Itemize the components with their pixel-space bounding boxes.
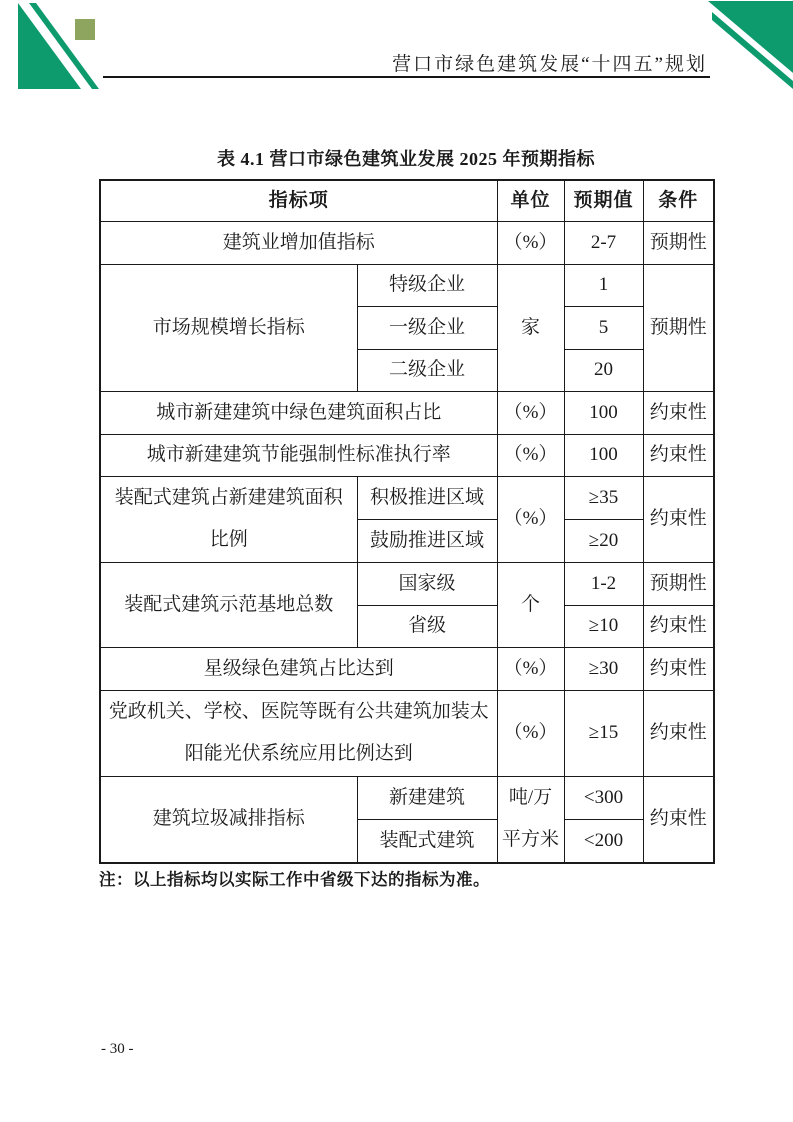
table-cell: 约束性 bbox=[643, 476, 714, 562]
header-rule bbox=[103, 76, 710, 78]
table-cell bbox=[497, 776, 564, 863]
table-cell: 特级企业 bbox=[357, 264, 497, 306]
table-cell: 积极推进区域 bbox=[357, 476, 497, 520]
column-header: 预期值 bbox=[564, 180, 643, 221]
table-cell: 约束性 bbox=[643, 647, 714, 690]
column-header: 单位 bbox=[497, 180, 564, 221]
table-cell: 1 bbox=[564, 264, 643, 306]
table-cell: ≥35 bbox=[564, 476, 643, 520]
table-cell: （%） bbox=[497, 221, 564, 264]
table-cell: ≥30 bbox=[564, 647, 643, 690]
table-cell: 20 bbox=[564, 349, 643, 391]
table-cell: ≥20 bbox=[564, 520, 643, 563]
table-row bbox=[100, 647, 714, 690]
cell-line: 吨/万 bbox=[508, 786, 553, 808]
table-row bbox=[100, 776, 714, 820]
column-header: 条件 bbox=[643, 180, 714, 221]
table-cell bbox=[100, 690, 497, 776]
table-cell: 省级 bbox=[357, 605, 497, 647]
table-cell: （%） bbox=[497, 690, 564, 776]
table-row bbox=[100, 391, 714, 434]
table-cell: 预期性 bbox=[643, 562, 714, 605]
table-row bbox=[100, 221, 714, 264]
table-cell: 城市新建建筑中绿色建筑面积占比 bbox=[100, 391, 497, 434]
table-cell: 二级企业 bbox=[357, 349, 497, 391]
table-cell: 约束性 bbox=[643, 434, 714, 476]
table-row bbox=[100, 434, 714, 476]
table-cell: 1-2 bbox=[564, 562, 643, 605]
table-row bbox=[100, 690, 714, 776]
table-cell bbox=[100, 476, 357, 562]
table-cell: 鼓励推进区域 bbox=[357, 520, 497, 563]
table-cell: 国家级 bbox=[357, 562, 497, 605]
table-cell: 预期性 bbox=[643, 221, 714, 264]
table-body bbox=[100, 180, 714, 863]
table-cell: 建筑业增加值指标 bbox=[100, 221, 497, 264]
triangle-shape bbox=[708, 1, 793, 73]
table-footnote: 注：以上指标均以实际工作中省级下达的指标为准。 bbox=[99, 871, 490, 889]
table-row bbox=[100, 562, 714, 605]
table-cell: 一级企业 bbox=[357, 306, 497, 349]
table-cell: 新建建筑 bbox=[357, 776, 497, 820]
table-cell: 约束性 bbox=[643, 690, 714, 776]
table-cell: （%） bbox=[497, 476, 564, 562]
table-cell: 城市新建建筑节能强制性标准执行率 bbox=[100, 434, 497, 476]
square-decoration bbox=[75, 19, 95, 40]
table-cell: 5 bbox=[564, 306, 643, 349]
column-header: 指标项 bbox=[100, 180, 497, 221]
cell-line: 阳能光伏系统应用比例达到 bbox=[184, 743, 413, 764]
table-cell: 星级绿色建筑占比达到 bbox=[100, 647, 497, 690]
table-cell: 建筑垃圾减排指标 bbox=[100, 776, 357, 863]
table-cell: 约束性 bbox=[643, 776, 714, 863]
table-cell: 预期性 bbox=[643, 264, 714, 391]
table-cell: 100 bbox=[564, 434, 643, 476]
triangle-shape bbox=[18, 3, 81, 89]
cell-line: 装配式建筑占新建建筑面积 bbox=[114, 486, 343, 508]
table-row bbox=[100, 264, 714, 306]
indicator-table bbox=[99, 179, 715, 864]
table-cell: 约束性 bbox=[643, 605, 714, 647]
cell-line: 比例 bbox=[209, 529, 248, 550]
header-row bbox=[100, 180, 714, 221]
table-cell: <300 bbox=[564, 776, 643, 820]
table-cell: 家 bbox=[497, 264, 564, 391]
table-cell: 100 bbox=[564, 391, 643, 434]
table-row bbox=[100, 476, 714, 520]
page-number: - 30 - bbox=[101, 1041, 134, 1057]
table-cell: （%） bbox=[497, 391, 564, 434]
table-cell: （%） bbox=[497, 647, 564, 690]
table-cell: 个 bbox=[497, 562, 564, 647]
cell-line: 平方米 bbox=[502, 829, 560, 850]
corner-decoration-right bbox=[698, 0, 793, 100]
table-caption: 表 4.1 营口市绿色建筑业发展 2025 年预期指标 bbox=[217, 149, 595, 169]
table-cell: <200 bbox=[564, 820, 643, 863]
table-cell: 市场规模增长指标 bbox=[100, 264, 357, 391]
table-cell: 约束性 bbox=[643, 391, 714, 434]
table-cell: ≥15 bbox=[564, 690, 643, 776]
table-cell: 装配式建筑 bbox=[357, 820, 497, 863]
table-cell: 装配式建筑示范基地总数 bbox=[100, 562, 357, 647]
corner-decoration-left bbox=[0, 0, 110, 95]
cell-line: 党政机关、学校、医院等既有公共建筑加装太 bbox=[108, 700, 489, 722]
table-cell: ≥10 bbox=[564, 605, 643, 647]
table-cell: （%） bbox=[497, 434, 564, 476]
running-header-title: 营口市绿色建筑发展“十四五”规划 bbox=[392, 54, 707, 75]
table-cell: 2-7 bbox=[564, 221, 643, 264]
